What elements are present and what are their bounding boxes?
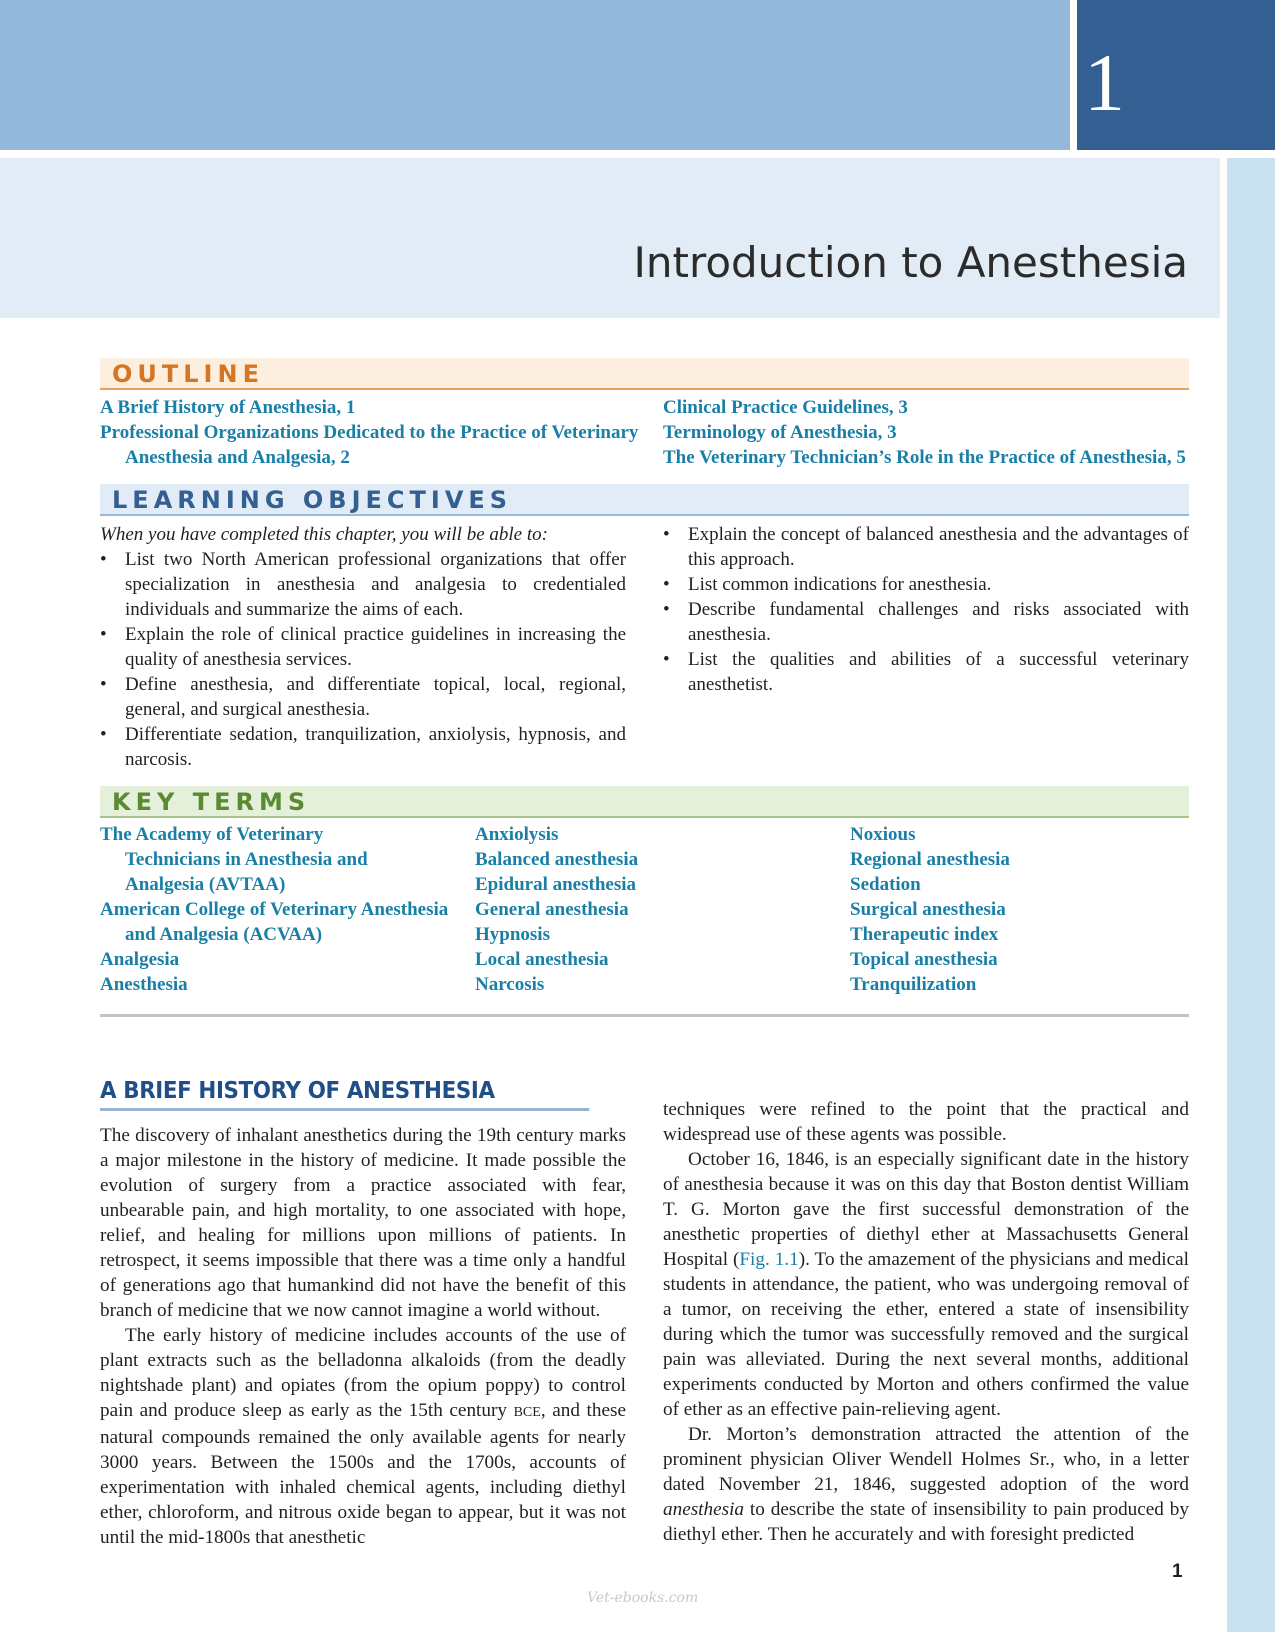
bullet-icon: • — [663, 574, 670, 595]
outline-right-column — [663, 395, 1203, 470]
key-terms-column-2 — [475, 822, 805, 997]
body-text: Dr. Morton’s demonstration attracted the attention of the prominent physician Oliver Wendell Holmes Sr., who, in a letter dated November 21, 1846, suggested adoption of the word — [663, 1424, 1189, 1495]
objective-item — [663, 597, 1189, 647]
body-paragraph: techniques were refined to the point that the practical and widespread use of these agents was possible. — [663, 1099, 1189, 1145]
objectives-intro: When you have completed this chapter, you will be able to: — [100, 524, 548, 545]
key-term[interactable]: Noxious — [850, 824, 916, 845]
objective-text: Differentiate sedation, tranquilization, anxiolysis, hypnosis, and narcosis. — [125, 724, 626, 770]
objective-text: Explain the concept of balanced anesthesia and the advantages of this approach. — [688, 524, 1189, 570]
key-term[interactable]: Analgesia — [100, 949, 180, 970]
objectives-right-column — [663, 522, 1189, 697]
figure-link[interactable]: Fig. 1.1 — [739, 1249, 799, 1270]
bullet-icon: • — [100, 674, 107, 695]
bullet-icon: • — [100, 724, 107, 745]
objective-item — [100, 672, 626, 722]
key-term[interactable]: Tranquilization — [850, 974, 977, 995]
bullet-icon: • — [663, 599, 670, 620]
objective-text: List common indications for anesthesia. — [688, 574, 992, 595]
bullet-icon: • — [663, 649, 670, 670]
key-terms-heading: KEY TERMS — [100, 786, 1189, 818]
key-term[interactable]: General anesthesia — [475, 899, 629, 920]
section-divider — [100, 1014, 1189, 1017]
objectives-list — [100, 547, 626, 772]
outline-link[interactable]: The Veterinary Technician’s Role in the Practice of Anesthesia, 5 — [663, 447, 1186, 468]
chapter-number: 1 — [1084, 37, 1125, 128]
body-text: to describe the state of insensibility to pain produced by diethyl ether. Then he accurately and with foresight predicted — [663, 1499, 1189, 1545]
key-term[interactable]: Anesthesia — [100, 974, 188, 995]
section-heading: A BRIEF HISTORY OF ANESTHESIA — [100, 1078, 589, 1111]
chapter-title: Introduction to Anesthesia — [633, 238, 1188, 287]
era-abbreviation: BCE — [513, 1405, 541, 1420]
objective-item — [100, 722, 626, 772]
body-paragraph: The discovery of inhalant anesthetics during the 19th century marks a major milestone in the history of medicine. It made possible the evolution of surgery from a practice associated with fear, unbearable pain, and high mortality, to one associated with hope, relief, and healing for millions upon millions of patients. In retrospect, it seems impossible that there was a time only a handful of generations ago that humankind did not have the benefit of this branch of medicine that we now cannot imagine a world without. — [100, 1125, 626, 1321]
body-text: October 16, 1846, is an especially significant date in the history of anesthesia because it was on this day that Boston dentist William T. G. Morton gave the first successful demonstration of the anesthetic properties of diethyl ether at Massachusetts General Hospital ( — [663, 1149, 1189, 1270]
key-term[interactable]: Surgical anesthesia — [850, 899, 1006, 920]
key-terms-column-1 — [100, 822, 449, 997]
outline-left-column — [100, 395, 640, 470]
objectives-left-column — [100, 522, 626, 772]
key-term[interactable]: Local anesthesia — [475, 949, 609, 970]
outline-heading: OUTLINE — [100, 358, 1189, 390]
key-term[interactable]: American College of Veterinary Anesthesia and Analgesia (ACVAA) — [100, 899, 449, 945]
key-term[interactable]: Sedation — [850, 874, 921, 895]
key-term[interactable]: Therapeutic index — [850, 924, 999, 945]
objective-item — [100, 622, 626, 672]
objective-text: List the qualities and abilities of a successful veterinary anesthetist. — [688, 649, 1189, 695]
key-term[interactable]: Narcosis — [475, 974, 545, 995]
key-term[interactable]: Regional anesthesia — [850, 849, 1010, 870]
watermark: Vet-ebooks.com — [587, 1590, 699, 1606]
outline-link[interactable]: Clinical Practice Guidelines, 3 — [663, 397, 908, 418]
emphasized-term: anesthesia — [663, 1499, 745, 1520]
body-paragraph — [100, 1323, 626, 1550]
key-terms-column-3 — [850, 822, 1180, 997]
learning-objectives-heading: LEARNING OBJECTIVES — [100, 484, 1189, 516]
bullet-icon: • — [663, 524, 670, 545]
key-term[interactable]: Anxiolysis — [475, 824, 559, 845]
body-text: ). To the amazement of the physicians and medical students in attendance, the patient, who was undergoing removal of a tumor, on receiving the ether, entered a state of insensibility during which the tumor was successfully removed and the surgical pain was alleviated. During the next several months, additional experiments conducted by Morton and others confirmed the value of ether as an effective pain-relieving agent. — [663, 1249, 1189, 1420]
outline-link[interactable]: Professional Organizations Dedicated to the Practice of Veterinary Anesthesia and Analgesia, 2 — [100, 422, 639, 468]
body-paragraph — [663, 1147, 1189, 1422]
body-left-column — [100, 1123, 626, 1550]
body-right-column — [663, 1097, 1189, 1547]
objective-text: Define anesthesia, and differentiate topical, local, regional, general, and surgical anesthesia. — [125, 674, 626, 720]
margin-strip — [1227, 158, 1275, 1632]
objective-item — [663, 572, 1189, 597]
key-term[interactable]: Topical anesthesia — [850, 949, 998, 970]
bullet-icon: • — [100, 624, 107, 645]
objective-text: List two North American professional organizations that offer specialization in anesthesia and analgesia to credentialed individuals and summarize the aims of each. — [125, 549, 626, 620]
outline-link[interactable]: Terminology of Anesthesia, 3 — [663, 422, 897, 443]
body-paragraph — [663, 1422, 1189, 1547]
objective-item — [100, 547, 626, 622]
bullet-icon: • — [100, 549, 107, 570]
objective-text: Explain the role of clinical practice guidelines in increasing the quality of anesthesia services. — [125, 624, 626, 670]
key-term[interactable]: Hypnosis — [475, 924, 550, 945]
objective-item — [663, 647, 1189, 697]
key-term[interactable]: Epidural anesthesia — [475, 874, 637, 895]
objective-item — [663, 522, 1189, 572]
header-band — [0, 0, 1070, 150]
outline-link[interactable]: A Brief History of Anesthesia, 1 — [100, 397, 356, 418]
body-text: , and these natural compounds remained the only available agents for nearly 3000 years. Between the 1500s and the 1700s, accounts of experimentation with inhaled chemical agents, including diethyl ether, chloroform, and nitrous oxide began to appear, but it was not until the mid-1800s that anesthetic — [100, 1400, 626, 1548]
key-term[interactable]: Balanced anesthesia — [475, 849, 639, 870]
objective-text: Describe fundamental challenges and risks associated with anesthesia. — [688, 599, 1189, 645]
body-text: The early history of medicine includes accounts of the use of plant extracts such as the belladonna alkaloids (from the deadly nightshade plant) and opiates (from the opium poppy) to control pain and produce sleep as early as the 15th century — [100, 1325, 626, 1421]
page-number: 1 — [1172, 1561, 1183, 1582]
key-term[interactable]: The Academy of Veterinary Technicians in Anesthesia and Analgesia (AVTAA) — [100, 824, 368, 895]
